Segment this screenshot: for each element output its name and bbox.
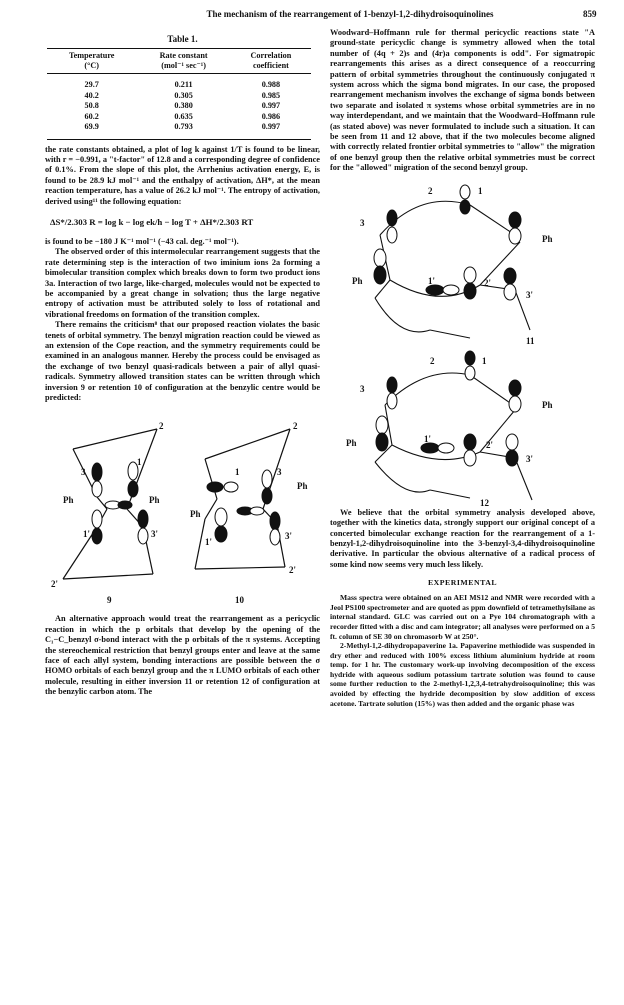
figures-11-12 [330,180,595,508]
experimental-heading: EXPERIMENTAL [427,578,498,588]
table-row: 69.9 0.793 0.997 [84,122,281,131]
entropy-equation: ΔS*/2.303 R = log k − log ek/h − log T + ΔH*/2.303 RT [50,216,254,227]
fig12-label-1p: 1' [424,433,432,444]
fig9-ph-right: Ph [149,495,160,506]
fig10-ph-right: Ph [297,481,308,492]
col-header-rate: Rate constant (mol⁻¹ sec⁻¹) [159,51,208,70]
table-row: 40.2 0.305 0.985 [84,90,281,100]
fig12-ph-left: Ph [346,437,357,448]
figures-9-10 [45,409,320,614]
figure-11-number: 11 [526,335,535,346]
figure-10-number: 10 [235,595,244,606]
figure-12-number: 12 [480,497,489,508]
paragraph-criticism: There remains the criticism⁸ that our proposed reaction violates the basic tenets of orbital symmetry. The benzyl migration reaction could be viewed as an extension of the Cope reaction, and the symmetry requirements could be examined in an analogous manner. Hereby the process could be envisaged as the exchange of two benzyl quasi-radicals between a pair of allyl quasi-radicals. Symmetry allowed transition states can be written through which inversion 9 or retention 10 of configuration at the benzylic centre would be predicted: [45,320,320,403]
table-row: 29.7 0.211 0.988 [84,80,281,89]
fig10-label-1: 1 [235,467,240,478]
fig11-label-1: 1 [478,185,483,196]
orbital-diagram-11-12 [330,180,595,508]
fig9-label-1p: 1' [83,529,91,540]
paragraph-instruments: Mass spectra were obtained on an AEI MS12 and NMR were recorded with a Jeol PS100 spectrometer and are quoted as ppm downfield of tetramethylsilane as internal standard. GLC was carried out on a Pye 104 chromatograph with a recorder fitted with a disc and cam integrator; all analyses were performed on a 5 ft. column of SE 30 on chromasorb W at 250°. [330,593,595,641]
figure-9-number: 9 [107,595,112,606]
paragraph-dihydropapaverine: 2-Methyl-1,2-dihydropapaverine 1a. Papaverine methiodide was suspended in dry ether and reduced with 100% excess lithium aluminium hydride at room temp. for 1 hr. The customary work-up involving decomposition of the excess hydride with aqueous sodium potassium tartrate solution was found to cause some further reduction to the 2-methyl-1,2,3,4-tetrahydroisoquinoline; this was avoided by effecting the hydride decomposition by slow addition of excess acetone. Tartrate solution (15%) was then added and the organic phase was [330,641,595,708]
fig11-label-2p: 2' [484,277,492,288]
table-row: 60.2 0.635 0.986 [84,111,281,121]
kinetics-table [47,48,311,139]
col-header-temperature: Temperature (°C) [68,51,115,70]
table-bottom-rule [47,139,311,140]
fig10-label-2p: 2' [289,565,297,576]
fig9-label-3p: 3' [151,529,159,540]
fig12-label-3p: 3' [526,453,534,464]
fig12-label-1: 1 [482,355,487,366]
fig11-label-1p: 1' [428,275,436,286]
fig12-ph-right: Ph [542,399,553,410]
fig11-ph-right: Ph [542,233,553,244]
paragraph-arrhenius: the rate constants obtained, a plot of log k against 1/T is found to be linear, with r = −0.991, a "t-factor" of 12.8 and a corresponding degree of confidence of 0.1%. From the slope of this plot, the Arrhenius activation energy, E, is found to be 28.9 kJ mol⁻¹ and the enthalpy of activation, ΔH*, at the mean reaction temperature, has a value of 26.2 kJ mol⁻¹. The entropy of activation, derived using¹¹ the following equation: [45,144,320,206]
fig12-label-3: 3 [360,383,365,394]
table-title: Table 1. [167,34,198,44]
paragraph-woodward-hoffmann: Woodward–Hoffmann rule for thermal pericyclic reactions state "A ground-state pericyclic change is symmetry allowed when the total number of (4q + 2)s and (4r)a components is odd". For sigmatropic rearrangements this arises as a direct consequence of a reoccurring pattern of orbital symmetries throughout the continuously conjugated π system across which the sigma bond migrates. In our case, the proposed rearrangement mechanism involves the exchange of sigma bonds between two separate and isolated π systems whose orbital symmetries are in no way interdependant, and we maintain that the Woodward–Hoffmann rule (as stated above) was never formulated to include such a situation. It can be seen from 11 and 12 above, that if the two molecules become aligned with correctly related frontier orbital symmetries to "allow" the migration of one benzyl group then the relative orbital symmetries must be correct for the "allowed" migration of the second benzyl group. [330,28,595,173]
fig10-label-1p: 1' [205,537,213,548]
fig9-label-3: 3 [81,467,86,478]
fig10-label-3: 3 [277,467,282,478]
running-head: The mechanism of the rearrangement of 1-benzyl-1,2-dihydroisoquinolines [206,9,494,19]
orbital-diagram-9-10 [45,409,320,614]
paragraph-conclusion: We believe that the orbital symmetry analysis developed above, together with the kinetics data, strongly support our original concept of a concerted bimolecular exchange reaction for the rearrangement of a 1-benzyl-1,2-dihydroisoquinoline into the 3-benzyl-3,4-dihydroisoquinoline derivative. In particular the obvious alternative of a radical process of some kind now seems very much less likely. [330,507,595,569]
table-row: 50.8 0.380 0.997 [84,101,281,110]
fig11-label-3p: 3' [526,289,534,300]
fig11-label-2: 2 [428,185,433,196]
right-column [330,28,595,708]
fig9-label-2p: 2' [51,579,59,590]
fig9-label-2: 2 [159,421,164,432]
fig11-label-3: 3 [360,217,365,228]
fig12-label-2p: 2' [486,439,494,450]
fig10-label-2: 2 [293,421,298,432]
fig11-ph-left: Ph [352,275,363,286]
left-column [45,28,320,698]
page-number: 859 [583,9,597,19]
paragraph-pericyclic: An alternative approach would treat the rearrangement as a pericyclic reaction in which the p orbitals that develop by the opening of the C₁−C_benzyl σ-bond interact with the p orbitals of the π systems. Accepting the stereochemical restriction that benzyl groups enter and leave at the same face of each allyl system, bonding interactions are possible between the σ HOMO orbitals of each benzyl group and the π LUMO orbitals of each other molecule, resulting in either inversion 11 or retention 12 of configuration at the benzylic carbon atom. The [45,614,320,697]
fig10-label-3p: 3' [285,531,293,542]
fig12-label-2: 2 [430,355,435,366]
fig9-ph-left: Ph [63,495,74,506]
paragraph-entropy-value: is found to be −180 J K⁻¹ mol⁻¹ (−43 cal. deg.⁻¹ mol⁻¹). [45,236,239,246]
paragraph-order: The observed order of this intermolecular rearrangement suggests that the rate determining step is the interaction of two iminium ions 2a forming a bimolecular transition complex which breaks down to form two product ions 3a. Interaction of two large, like-charged, molecules would not be expected to be accompanied by a great change in solvation; thus the large negative entropy of activation must be attributed solely to loss of rotational and vibrational freedoms on formation of the transition complex. [45,247,320,319]
table-header-row [47,49,311,74]
fig9-label-1: 1 [137,457,142,468]
col-header-correlation: Correlation coefficient [250,51,292,70]
fig10-ph-left: Ph [190,509,201,520]
